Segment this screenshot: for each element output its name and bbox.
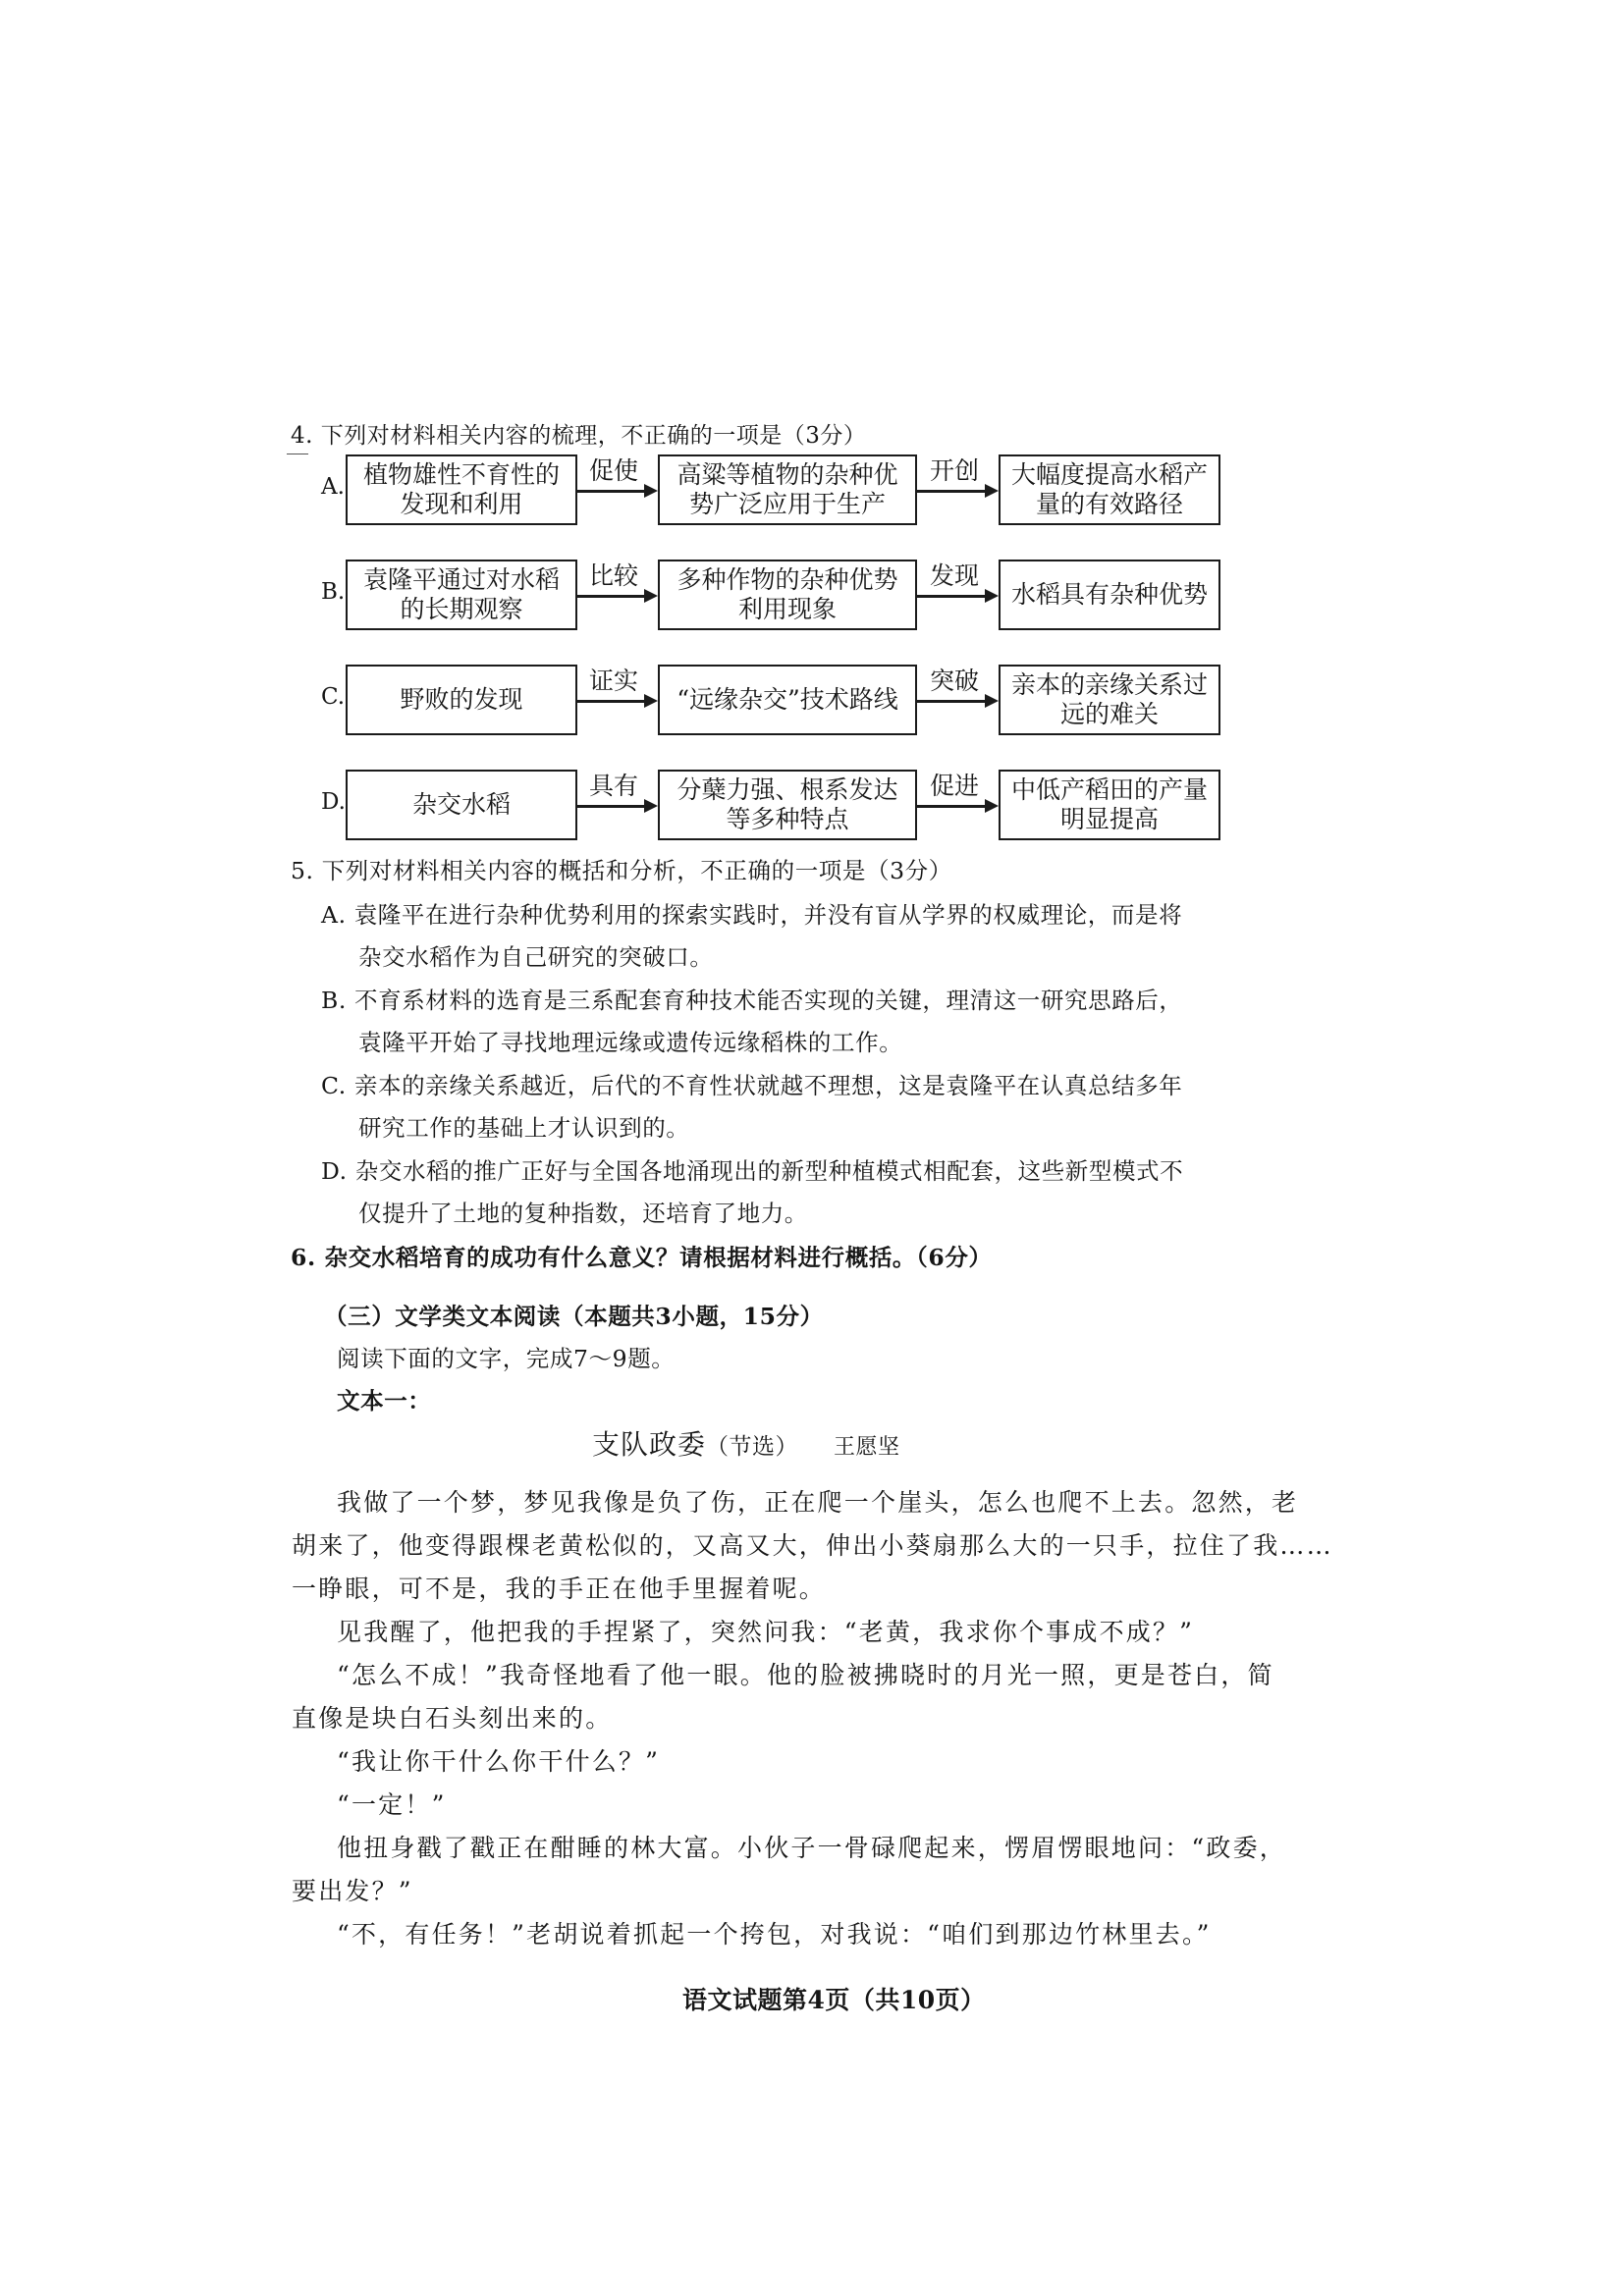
q4-option-d-box2-text: 分蘖力强、根系发达等多种特点: [677, 774, 898, 833]
q5-option-a-line1: A. 袁隆平在进行杂种优势利用的探索实践时，并没有盲从学界的权威理论，而是将: [321, 901, 1183, 929]
q4-option-a-box2: [658, 454, 917, 525]
q4-option-d-box3: [999, 770, 1220, 840]
story-title-line: [592, 1423, 900, 1463]
q4-option-b-verb1: 比较: [589, 561, 639, 590]
q5-option-c-line2: 研究工作的基础上才认识到的。: [358, 1114, 690, 1142]
q4-option-d-box2: [658, 770, 917, 840]
q4-option-b-box1: [346, 560, 577, 630]
q4-option-b-box3-text: 水稻具有杂种优势: [1010, 579, 1208, 609]
story-author: 王愿坚: [834, 1435, 900, 1460]
story-line-1: 我做了一个梦，梦见我像是负了伤，正在爬一个崖头，怎么也爬不上去。忽然，老: [337, 1488, 1299, 1517]
q4-option-c-verb1: 证实: [589, 667, 639, 695]
q4-option-c-box3-text: 亲本的亲缘关系过远的难关: [1010, 669, 1208, 728]
q4-option-b-verb2: 发现: [930, 561, 980, 590]
q4-option-a-arrow-2: [917, 490, 995, 493]
q4-option-c-box1-text: 野败的发现: [400, 684, 523, 714]
q4-option-a-letter: A.: [321, 474, 345, 500]
q4-option-c-letter: C.: [321, 684, 346, 710]
q4-option-d-verb1: 具有: [589, 772, 639, 800]
q4-option-a-box1: [346, 454, 577, 525]
q4-option-a-verb1: 促使: [589, 456, 639, 485]
q4-option-d-verb2: 促进: [930, 772, 980, 800]
q4-option-b-arrow-1: [577, 595, 654, 598]
q4-option-b-box1-text: 袁隆平通过对水稻的长期观察: [362, 564, 560, 623]
q4-option-d-arrow-1: [577, 805, 654, 808]
q4-option-a-arrow-1: [577, 490, 654, 493]
story-line-2: 胡来了，他变得跟棵老黄松似的，又高又大，伸出小葵扇那么大的一只手，拉住了我……: [292, 1531, 1333, 1560]
q4-option-a-box3: [999, 454, 1220, 525]
q4-option-a-box1-text: 植物雄性不育性的发现和利用: [362, 459, 560, 518]
q4-option-a-box3-text: 大幅度提高水稻产量的有效路径: [1010, 459, 1208, 518]
q5-option-b-line1: B. 不育系材料的选育是三系配套育种技术能否实现的关键，理清这一研究思路后，: [321, 987, 1183, 1014]
page-footer: 语文试题第4页（共10页）: [682, 1986, 986, 2014]
q5-stem: 5. 下列对材料相关内容的概括和分析，不正确的一项是（3分）: [291, 857, 952, 884]
q4-option-b-box3: [999, 560, 1220, 630]
section3-heading: （三）文学类文本阅读（本题共3小题，15分）: [324, 1303, 824, 1330]
story-line-10: 要出发？”: [292, 1877, 413, 1905]
story-line-4: 见我醒了，他把我的手捏紧了，突然问我：“老黄，我求你个事成不成？”: [337, 1618, 1195, 1646]
q5-option-a-line2: 杂交水稻作为自己研究的突破口。: [358, 943, 714, 971]
q4-option-b-arrow-2: [917, 595, 995, 598]
q4-option-a-box2-text: 高粱等植物的杂种优势广泛应用于生产: [677, 459, 898, 518]
q4-option-a-verb2: 开创: [930, 456, 980, 485]
story-line-8: “一定！”: [337, 1790, 447, 1819]
q5-option-b-line2: 袁隆平开始了寻找地理远缘或遗传远缘稻株的工作。: [358, 1029, 903, 1056]
q6-stem: 6. 杂交水稻培育的成功有什么意义？请根据材料进行概括。（6分）: [291, 1244, 993, 1271]
q4-option-c-box3: [999, 665, 1220, 735]
story-title: 支队政委: [592, 1428, 707, 1461]
q4-option-b-letter: B.: [321, 579, 346, 605]
q4-option-c-arrow-1: [577, 700, 654, 703]
story-line-7: “我让你干什么你干什么？”: [337, 1747, 661, 1776]
story-line-11: “不，有任务！”老胡说着抓起一个挎包，对我说：“咱们到那边竹林里去。”: [337, 1920, 1212, 1949]
q4-option-d-box1-text: 杂交水稻: [411, 789, 511, 819]
section3-instruction: 阅读下面的文字，完成7～9题。: [337, 1345, 676, 1372]
q5-option-d-line1: D. 杂交水稻的推广正好与全国各地涌现出的新型种植模式相配套，这些新型模式不: [321, 1157, 1184, 1185]
q4-option-b-box2-text: 多种作物的杂种优势利用现象: [677, 564, 898, 623]
text-one-label: 文本一：: [337, 1387, 432, 1415]
q4-option-c-box2: [658, 665, 917, 735]
q5-option-c-line1: C. 亲本的亲缘关系越近，后代的不育性状就越不理想，这是袁隆平在认真总结多年: [321, 1072, 1183, 1099]
q4-stem: 4. 下列对材料相关内容的梳理，不正确的一项是（3分）: [291, 423, 867, 449]
q4-option-c-box1: [346, 665, 577, 735]
q4-option-b-box2: [658, 560, 917, 630]
q4-option-c-verb2: 突破: [930, 667, 980, 695]
story-line-9: 他扭身戳了戳正在酣睡的林大富。小伙子一骨碌爬起来，愣眉愣眼地问：“政委，: [337, 1834, 1286, 1862]
q4-option-d-letter: D.: [321, 789, 346, 815]
q4-option-d-box1: [346, 770, 577, 840]
q4-option-d-arrow-2: [917, 805, 995, 808]
q4-option-c-box2-text: “远缘杂交”技术路线: [677, 684, 898, 714]
story-title-note: （节选）: [706, 1434, 799, 1460]
story-line-5: “怎么不成！”我奇怪地看了他一眼。他的脸被拂晓时的月光一照，更是苍白，简: [337, 1661, 1274, 1689]
q4-option-d-box3-text: 中低产稻田的产量明显提高: [1010, 774, 1208, 833]
q5-option-d-line2: 仅提升了土地的复种指数，还培育了地力。: [358, 1200, 808, 1227]
story-line-6: 直像是块白石头刻出来的。: [292, 1704, 613, 1733]
q4-option-c-arrow-2: [917, 700, 995, 703]
story-line-3: 一睁眼，可不是，我的手正在他手里握着呢。: [292, 1575, 827, 1603]
